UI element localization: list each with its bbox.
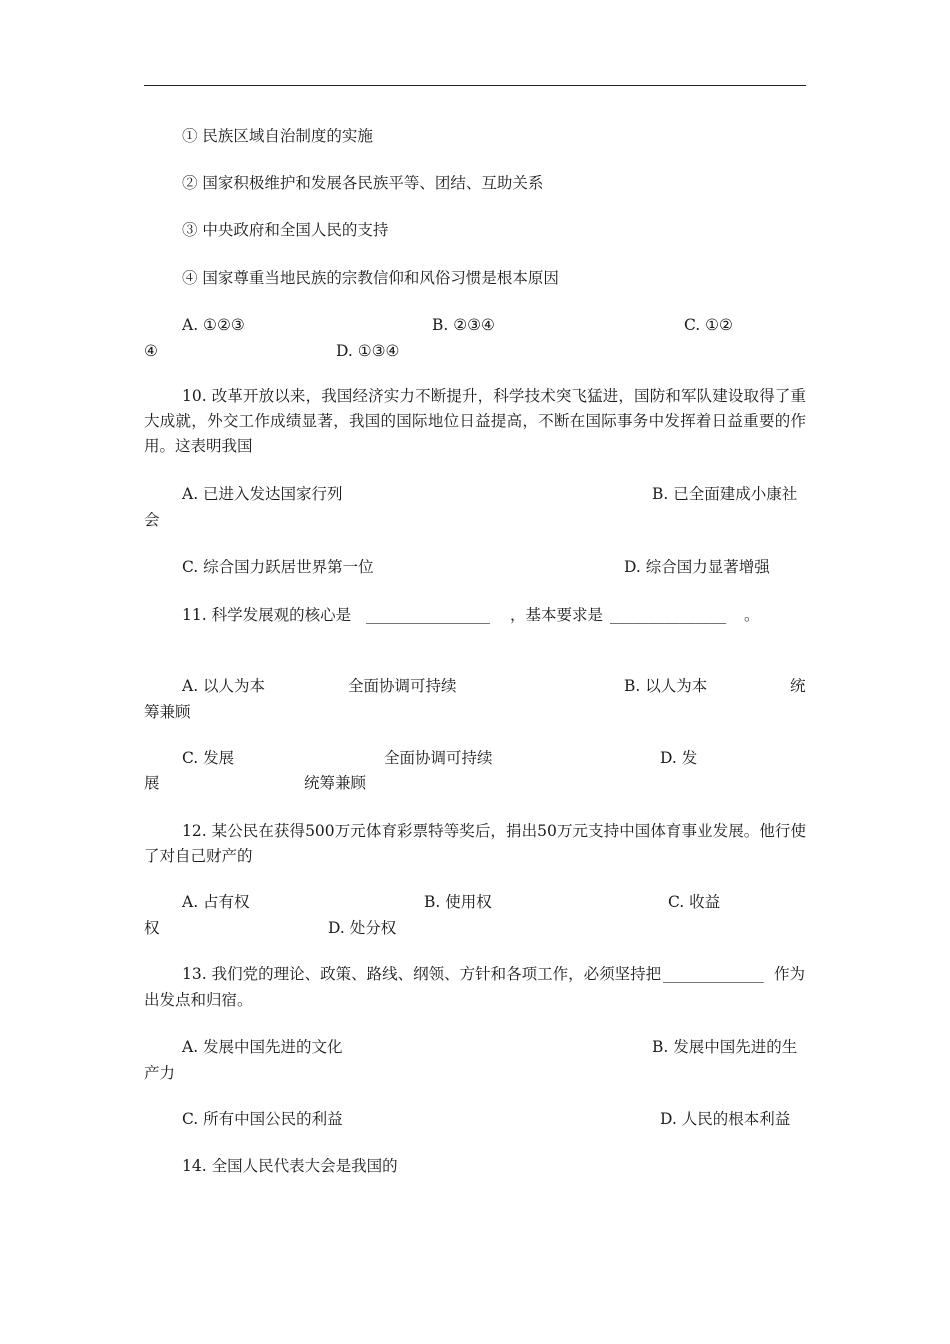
reason-1: ① 民族区域自治制度的实施 bbox=[182, 127, 373, 145]
q11-option-b-second-wrap: 筹兼顾 bbox=[144, 703, 191, 721]
q12-option-a: A. 占有权 bbox=[182, 893, 250, 911]
q9-option-b: B. ②③④ bbox=[432, 316, 495, 334]
q11-stem-start: 11. 科学发展观的核心是 bbox=[182, 606, 352, 624]
q11-option-b: B. 以人为本 bbox=[624, 677, 708, 695]
q11-option-c-second: 全面协调可持续 bbox=[384, 749, 493, 767]
q13-option-b-wrap: 产力 bbox=[144, 1064, 176, 1082]
q13-option-c: C. 所有中国公民的利益 bbox=[182, 1110, 343, 1128]
q11-option-d: D. 发 bbox=[660, 749, 698, 767]
q10-option-b: B. 已全面建成小康社 bbox=[652, 485, 798, 503]
q11-blank-2: _______________ bbox=[610, 606, 727, 624]
q11-option-b-second: 统 bbox=[790, 677, 806, 695]
q12-option-d: D. 处分权 bbox=[328, 919, 397, 937]
reason-4: ④ 国家尊重当地民族的宗教信仰和风俗习惯是根本原因 bbox=[182, 269, 559, 287]
q10-stem: 10. 改革开放以来，我国经济实力不断提升，科学技术突飞猛进，国防和军队建设取得了重大成就，外交工作成绩显著，我国的国际地位日益提高，不断在国际事务中发挥着日益重要的作用。这表明我国 bbox=[144, 387, 806, 455]
q12-option-b: B. 使用权 bbox=[424, 893, 492, 911]
q9-option-d: D. ①③④ bbox=[336, 342, 400, 360]
reason-2: ② 国家积极维护和发展各民族平等、团结、互助关系 bbox=[182, 174, 544, 192]
q12-stem: 12. 某公民在获得500万元体育彩票特等奖后，捐出50万元支持中国体育事业发展。他行使了对自己财产的 bbox=[144, 822, 806, 865]
q13-option-d: D. 人民的根本利益 bbox=[660, 1110, 791, 1128]
q11-option-a-second: 全面协调可持续 bbox=[348, 677, 457, 695]
q9-option-a: A. ①②③ bbox=[182, 316, 245, 334]
q13-stem-end-a bbox=[774, 964, 806, 989]
q13-option-b: B. 发展中国先进的生 bbox=[652, 1038, 798, 1056]
q11-option-c: C. 发展 bbox=[182, 749, 235, 767]
q10-option-c: C. 综合国力跃居世界第一位 bbox=[182, 558, 374, 576]
q12-option-c-wrap: 权 bbox=[144, 919, 160, 937]
q13-stem-wrap: 出发点和归宿。 bbox=[144, 991, 253, 1009]
q13-stem-start: 13. 我们党的理论、政策、路线、纲领、方针和各项工作，必须坚持把 bbox=[182, 965, 662, 983]
q12-option-c: C. 收益 bbox=[668, 893, 721, 911]
q11-option-d-wrap: 展 bbox=[144, 774, 160, 792]
q13-stem-end: 作为 bbox=[774, 965, 806, 983]
header-rule bbox=[144, 85, 806, 86]
reason-3: ③ 中央政府和全国人民的支持 bbox=[182, 221, 389, 239]
q11-blank-1: ________________ bbox=[366, 606, 490, 624]
q11-stem-end: 。 bbox=[744, 606, 760, 624]
q9-option-c: C. ①② bbox=[684, 316, 733, 334]
q11-stem-mid: ，基本要求是 bbox=[510, 606, 604, 624]
q13-option-a: A. 发展中国先进的文化 bbox=[182, 1038, 343, 1056]
q10-option-b-wrap: 会 bbox=[144, 511, 160, 529]
q11-option-a: A. 以人为本 bbox=[182, 677, 266, 695]
q11-option-d-second: 统筹兼顾 bbox=[304, 774, 367, 792]
q14-stem: 14. 全国人民代表大会是我国的 bbox=[182, 1157, 398, 1175]
q13-blank: _____________ bbox=[663, 965, 764, 983]
q10-option-a: A. 已进入发达国家行列 bbox=[182, 485, 343, 503]
q9-option-c-wrap: ④ bbox=[144, 342, 158, 360]
q10-option-d: D. 综合国力显著增强 bbox=[624, 558, 770, 576]
